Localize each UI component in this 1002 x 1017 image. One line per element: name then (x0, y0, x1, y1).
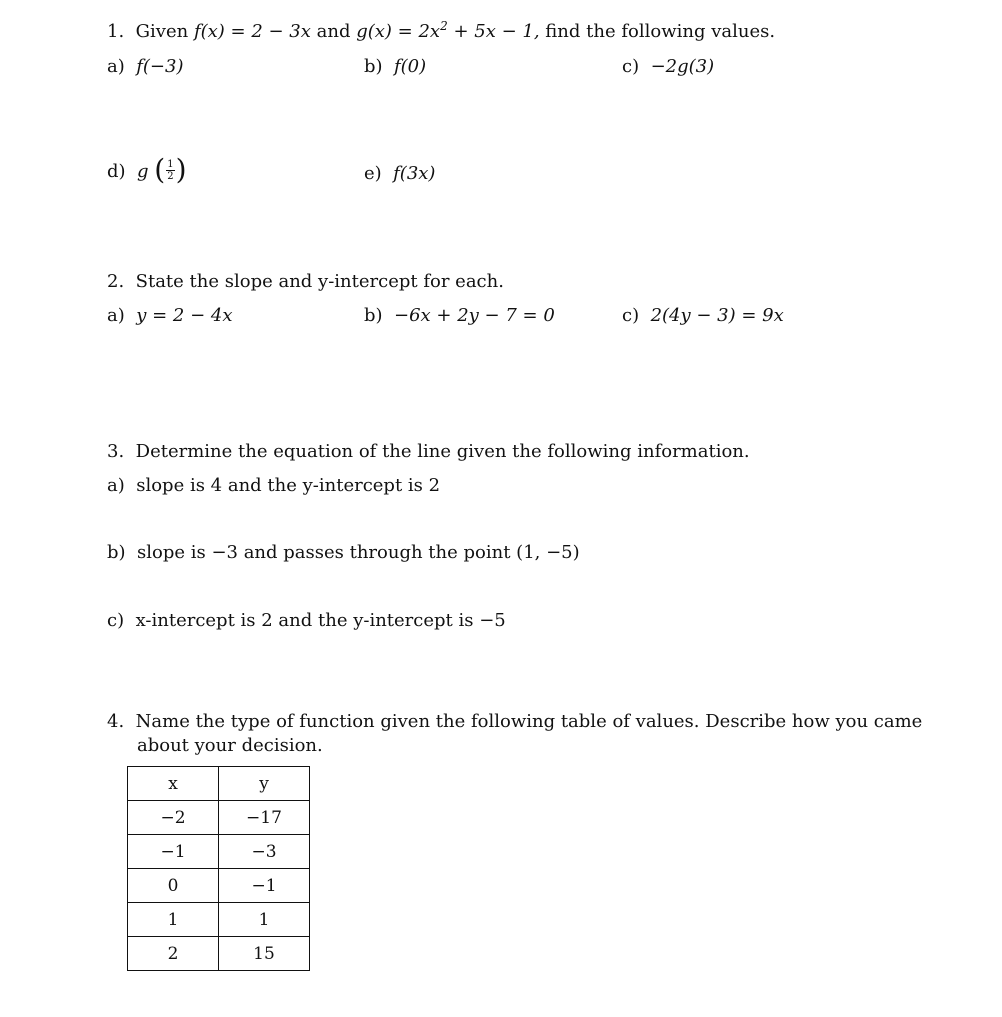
q3-text: Determine the equation of the line given the following information. (135, 441, 750, 462)
q2-part-b: b) −6x + 2y − 7 = 0 (364, 305, 555, 326)
q1-part-d-fraction: $\frac{1}{2}$ (167, 158, 174, 182)
q1-part-c: c) −2g(3) (622, 56, 715, 77)
q1-g-definition: $g(x) = 2x^2 + 5x - 1$, (356, 19, 540, 42)
cell-x: 0 (128, 869, 219, 903)
cell-y: 1 (219, 903, 310, 937)
q4-line-2: about your decision. (137, 735, 323, 756)
q1-part-d-func: g (137, 161, 149, 182)
q1-part-b: b) f(0) (364, 56, 427, 77)
q3-part-b: b) slope is −3 and passes through the point (1, −5) (107, 542, 580, 563)
q1-part-e: e) f(3x) (364, 163, 436, 184)
header-y: y (219, 767, 310, 801)
q1-f-definition: f(x) = 2 − 3x (193, 21, 311, 42)
cell-x: −2 (128, 801, 219, 835)
q4-heading: 4. Name the type of function given the following table of values. Describe how you came (107, 711, 923, 732)
cell-x: 1 (128, 903, 219, 937)
q2-heading: 2. State the slope and y-intercept for each. (107, 271, 504, 292)
q1-part-a-expr: f(−3) (136, 56, 184, 77)
q1-tail: find the following values. (545, 21, 776, 42)
cell-x: 2 (128, 937, 219, 971)
q2-part-b-expr: −6x + 2y − 7 = 0 (394, 305, 555, 326)
q1-number: 1. (107, 21, 125, 42)
table-header-row (128, 767, 310, 801)
q1-heading (107, 20, 775, 44)
q4-line-1: Name the type of function given the following table of values. Describe how you came (135, 711, 923, 732)
q1-joiner: and (316, 21, 351, 42)
q2-part-a: a) y = 2 − 4x (107, 305, 233, 326)
q1-part-d: d) g ( $\frac{1}{2}$ ) (107, 153, 187, 186)
cell-y: 15 (219, 937, 310, 971)
cell-x: −1 (128, 835, 219, 869)
q1-intro: Given (135, 21, 189, 42)
table-row (128, 937, 310, 971)
q1-part-b-expr: f(0) (394, 56, 427, 77)
q3-heading: 3. Determine the equation of the line given the following information. (107, 441, 750, 462)
table-row (128, 903, 310, 937)
table-row (128, 801, 310, 835)
header-x: x (128, 767, 219, 801)
q3-part-c: c) x-intercept is 2 and the y-intercept is −5 (107, 610, 506, 631)
q2-text: State the slope and y-intercept for each. (135, 271, 504, 292)
cell-y: −17 (219, 801, 310, 835)
cell-y: −3 (219, 835, 310, 869)
table-row (128, 835, 310, 869)
q1-part-c-expr: −2g(3) (650, 56, 715, 77)
q3-part-a-text: slope is 4 and the y-intercept is 2 (136, 475, 441, 496)
q3-part-c-text: x-intercept is 2 and the y-intercept is −5 (135, 610, 506, 631)
q2-part-c-expr: 2(4y − 3) = 9x (650, 305, 784, 326)
q1-part-a: a) f(−3) (107, 56, 184, 77)
values-table (127, 766, 310, 971)
table-row (128, 869, 310, 903)
q3-part-b-text: slope is −3 and passes through the point (1, −5) (137, 542, 580, 563)
q1-part-e-expr: f(3x) (393, 163, 436, 184)
q2-part-a-expr: y = 2 − 4x (136, 305, 233, 326)
q2-part-c: c) 2(4y − 3) = 9x (622, 305, 784, 326)
cell-y: −1 (219, 869, 310, 903)
q3-part-a: a) slope is 4 and the y-intercept is 2 (107, 475, 441, 496)
